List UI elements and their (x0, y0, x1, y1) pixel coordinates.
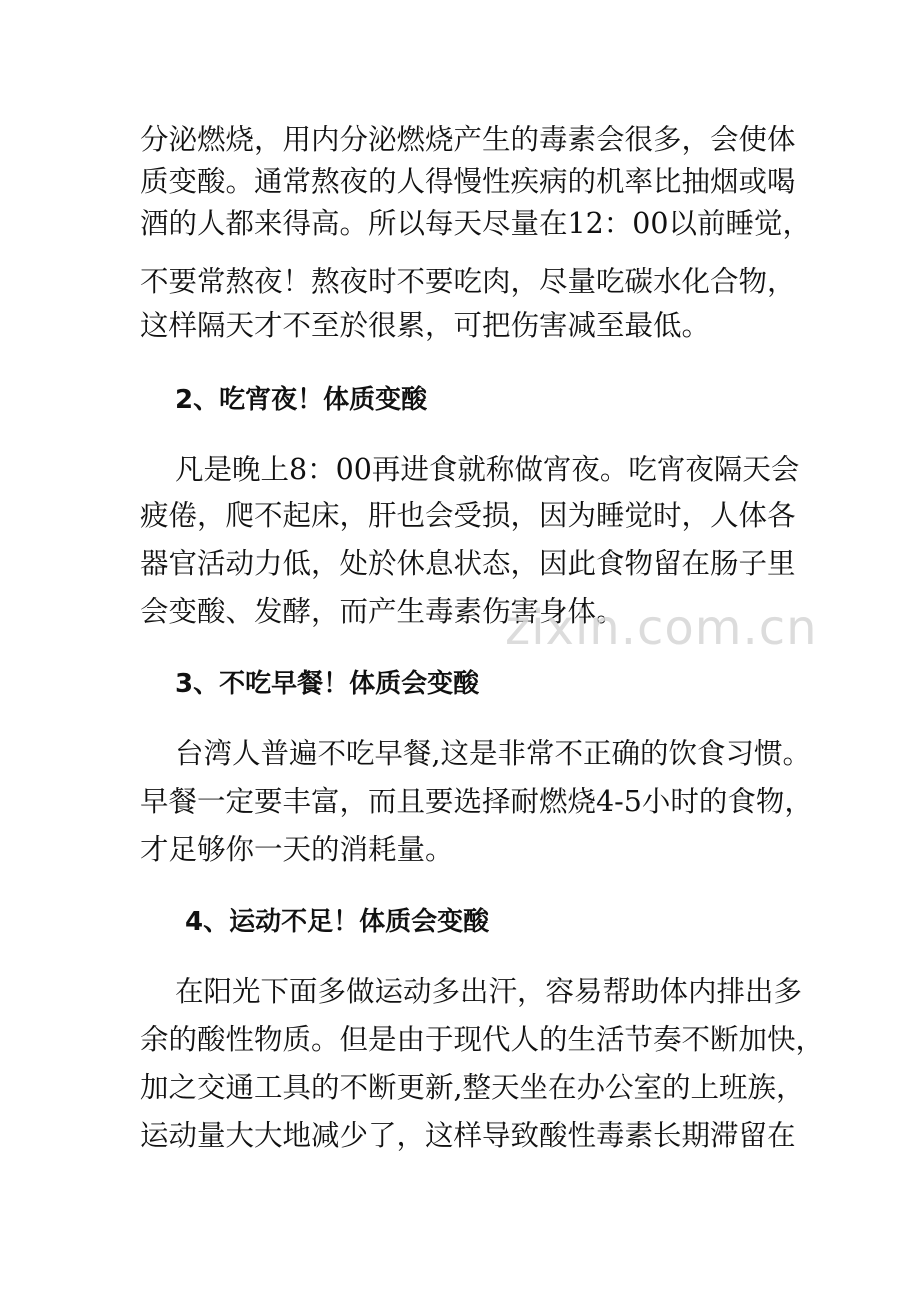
site-watermark: zixin.com.cn (505, 600, 818, 656)
section3-line-2: 早餐一定要丰富，而且要选择耐燃烧4-5小时的食物， (140, 785, 813, 818)
section3-line-1: 台湾人普遍不吃早餐,这是非常不正确的饮食习惯。 (175, 737, 812, 770)
section4-line-3: 加之交通工具的不断更新,整天坐在办公室的上班族， (140, 1071, 805, 1104)
section3-heading: 3、不吃早餐！体质会变酸 (175, 669, 480, 699)
section2-line-2: 疲倦，爬不起床，肝也会受损，因为睡觉时，人体各 (140, 499, 796, 532)
section4-line-4: 运动量大大地减少了，这样导致酸性毒素长期滞留在 (140, 1119, 796, 1152)
paragraph1-line-3: 酒的人都来得高。所以每天尽量在12：00以前睡觉， (140, 207, 812, 240)
section2-line-1: 凡是晚上8：00再进食就称做宵夜。吃宵夜隔天会 (175, 453, 800, 486)
section2-line-4: 会变酸、发酵，而产生毒素伤害身体。 (140, 595, 625, 628)
section4-line-1: 在阳光下面多做运动多出汗，容易帮助体内排出多 (175, 975, 803, 1008)
paragraph1-line-5: 这样隔天才不至於很累，可把伤害减至最低。 (140, 309, 711, 342)
section2-line-3: 器官活动力低，处於休息状态，因此食物留在肠子里 (140, 547, 796, 580)
paragraph1-line-2: 质变酸。通常熬夜的人得慢性疾病的机率比抽烟或喝 (140, 165, 796, 198)
section3-line-3: 才足够你一天的消耗量。 (140, 833, 454, 866)
section2-heading: 2、吃宵夜！体质变酸 (175, 385, 428, 415)
section4-line-2: 余的酸性物质。但是由于现代人的生活节奏不断加快， (140, 1023, 825, 1056)
section4-heading: 4、运动不足！体质会变酸 (185, 907, 490, 937)
paragraph1-line-1: 分泌燃烧，用内分泌燃烧产生的毒素会很多，会使体 (140, 123, 796, 156)
paragraph1-line-4: 不要常熬夜！熬夜时不要吃肉，尽量吃碳水化合物， (140, 265, 796, 298)
